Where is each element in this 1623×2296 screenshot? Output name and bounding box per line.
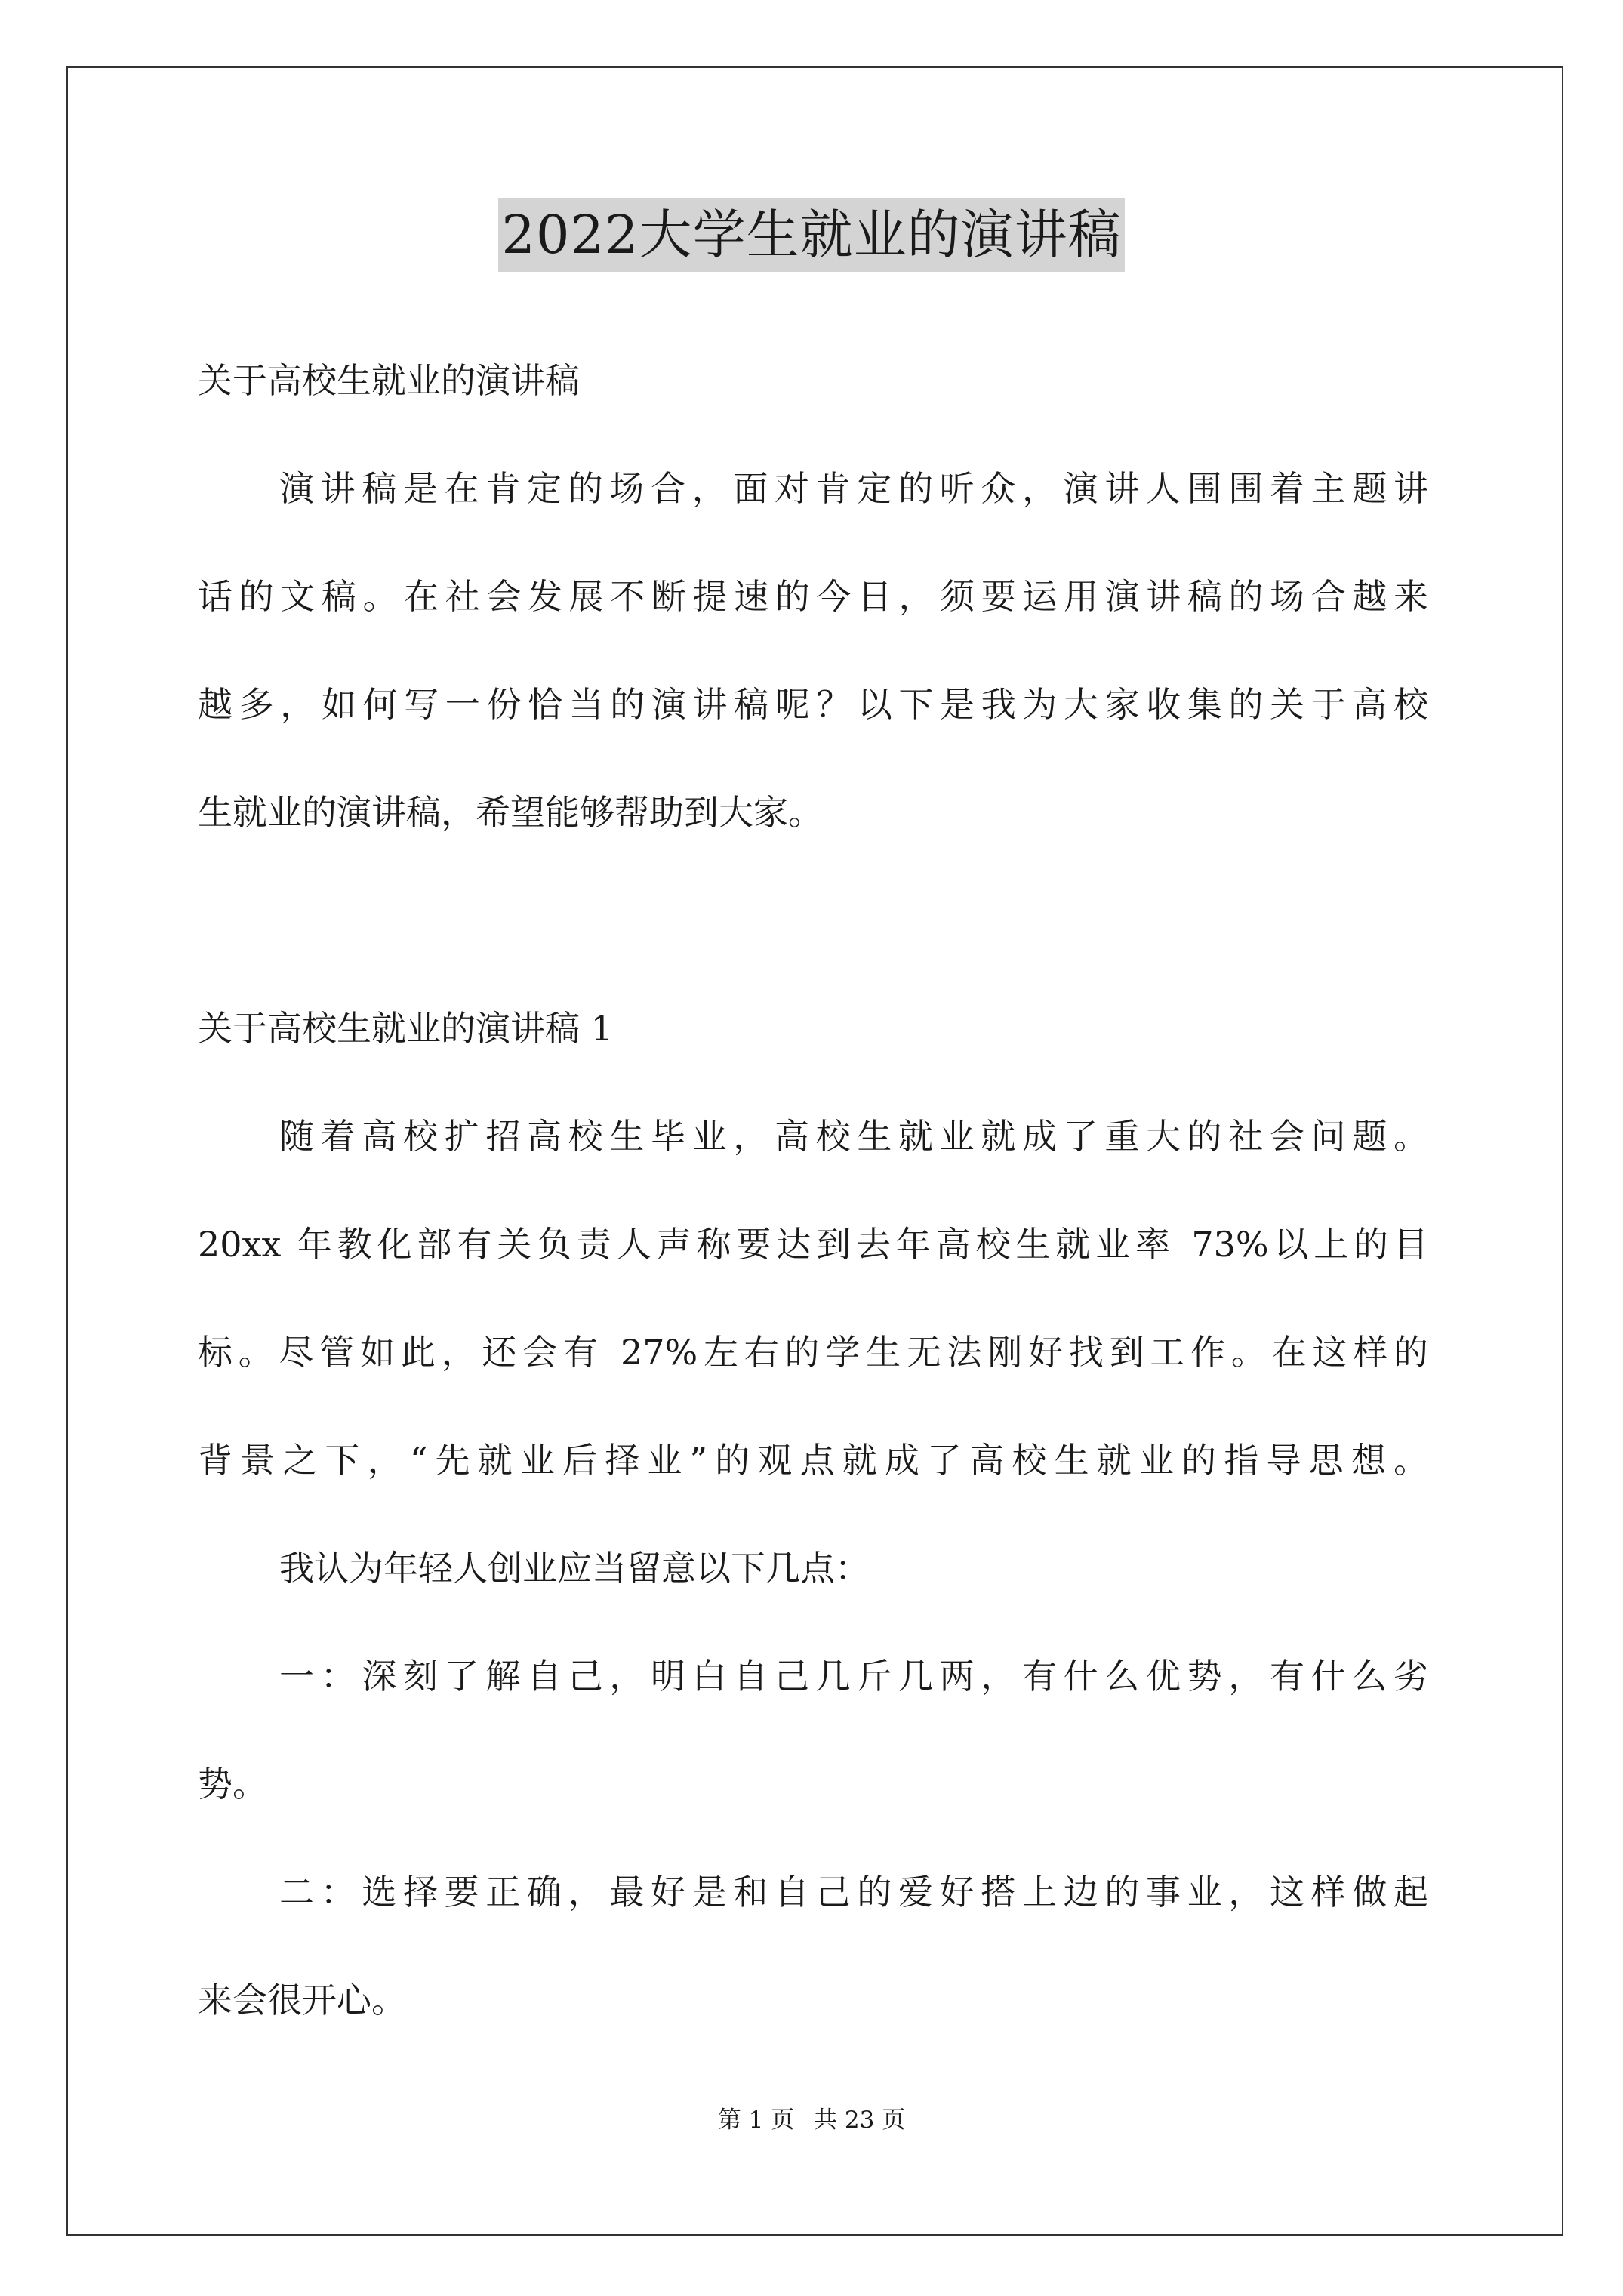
section-heading-1: 关于高校生就业的演讲稿 1 bbox=[198, 1008, 613, 1049]
section-heading-intro: 关于高校生就业的演讲稿 bbox=[198, 360, 580, 401]
paragraph-line: 话的文稿。在社会发展不断提速的今日，须要运用演讲稿的场合越来 bbox=[198, 576, 1428, 617]
paragraph-line: 势。 bbox=[198, 1764, 267, 1804]
paragraph-line: 标。尽管如此，还会有 27%左右的学生无法刚好找到工作。在这样的 bbox=[198, 1332, 1428, 1373]
page-footer bbox=[0, 2105, 1623, 2135]
document-title: 2022大学生就业的演讲稿 bbox=[498, 198, 1124, 272]
paragraph-line: 我认为年轻人创业应当留意以下几点： bbox=[279, 1548, 870, 1589]
title-container bbox=[0, 198, 1623, 272]
paragraph-line: 来会很开心。 bbox=[198, 1980, 406, 2020]
page-number: 第 1 页 bbox=[717, 2106, 795, 2134]
paragraph-line: 越多，如何写一份恰当的演讲稿呢？以下是我为大家收集的关于高校 bbox=[198, 684, 1428, 725]
paragraph-line: 生就业的演讲稿，希望能够帮助到大家。 bbox=[198, 792, 823, 833]
page-total: 共 23 页 bbox=[814, 2106, 906, 2134]
paragraph-line: 随着高校扩招高校生毕业，高校生就业就成了重大的社会问题。 bbox=[279, 1116, 1428, 1157]
paragraph-line: 背景之下，“先就业后择业”的观点就成了高校生就业的指导思想。 bbox=[198, 1440, 1428, 1481]
paragraph-line: 一：深刻了解自己，明白自己几斤几两，有什么优势，有什么劣 bbox=[279, 1656, 1428, 1697]
paragraph-line: 演讲稿是在肯定的场合，面对肯定的听众，演讲人围围着主题讲 bbox=[279, 468, 1428, 509]
paragraph-line: 20xx 年教化部有关负责人声称要达到去年高校生就业率 73%以上的目 bbox=[198, 1224, 1428, 1265]
paragraph-line: 二：选择要正确，最好是和自己的爱好搭上边的事业，这样做起 bbox=[279, 1872, 1428, 1912]
